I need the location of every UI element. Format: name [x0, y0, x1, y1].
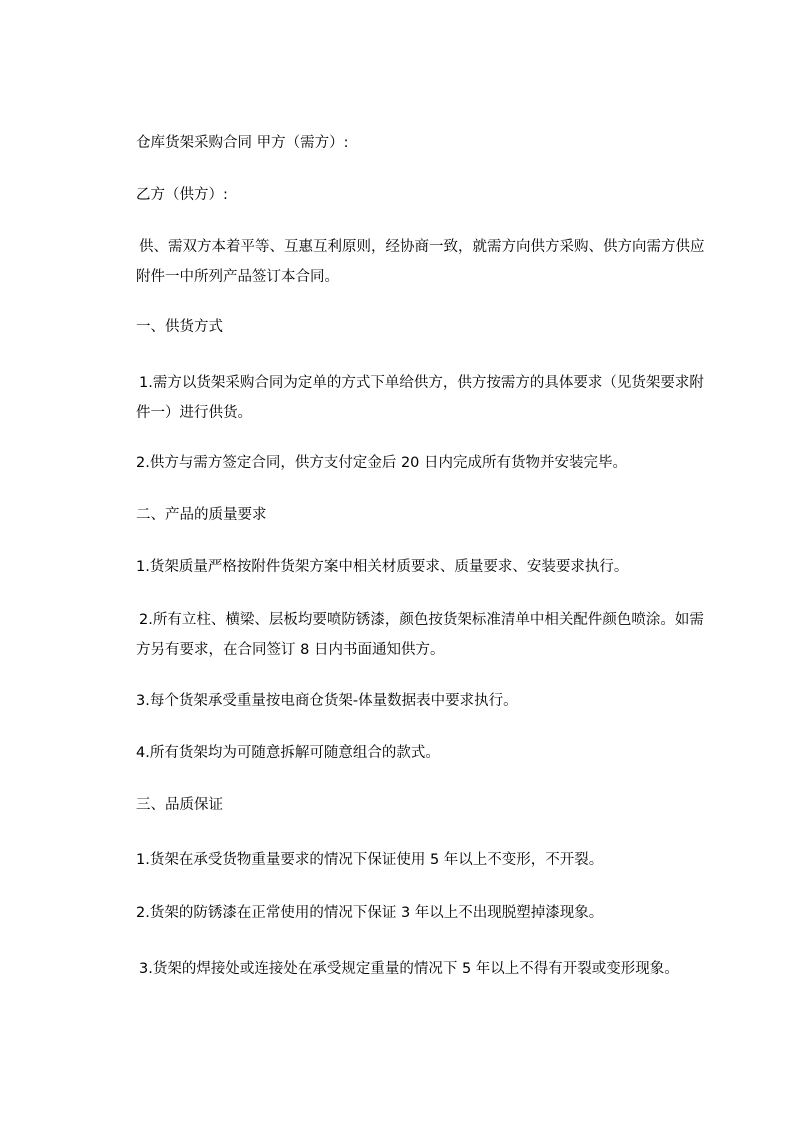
section2-item2: 2.所有立柱、横梁、层板均要喷防锈漆，颜色按货架标准清单中相关配件颜色喷涂。如需方另有要求，在合同签订 8 日内书面通知供方。 — [136, 612, 704, 658]
intro-paragraph: 供、需双方本着平等、互惠互利原则，经协商一致，就需方向供方采购、供方向需方供应附件一中所列产品签订本合同。 — [136, 239, 705, 285]
section2-item4: 4.所有货架均为可随意拆解可随意组合的款式。 — [136, 745, 440, 761]
party-b-line: 乙方（供方）: — [136, 187, 228, 203]
section3-item2: 2.货架的防锈漆在正常使用的情况下保证 3 年以上不出现脱塑掉漆现象。 — [136, 905, 604, 921]
section1-item2: 2.供方与需方签定合同，供方支付定金后 20 日内完成所有货物并安装完毕。 — [136, 455, 628, 471]
section1-item1: 1.需方以货架采购合同为定单的方式下单给供方，供方按需方的具体要求（见货架要求附件一）进行供货。 — [136, 375, 704, 421]
section2-heading: 二、产品的质量要求 — [136, 507, 267, 523]
section3-item3: 3.货架的焊接处或连接处在承受规定重量的情况下 5 年以上不得有开裂或变形现象。 — [139, 961, 679, 977]
section3-item1: 1.货架在承受货物重量要求的情况下保证使用 5 年以上不变形，不开裂。 — [136, 852, 604, 868]
section3-heading: 三、品质保证 — [136, 797, 223, 813]
section2-item3: 3.每个货架承受重量按电商仓货架-体量数据表中要求执行。 — [136, 693, 518, 709]
title-line: 仓库货架采购合同 甲方（需方）: — [136, 135, 349, 151]
section2-item1: 1.货架质量严格按附件货架方案中相关材质要求、质量要求、安装要求执行。 — [136, 559, 629, 575]
section1-heading: 一、供货方式 — [136, 319, 223, 335]
